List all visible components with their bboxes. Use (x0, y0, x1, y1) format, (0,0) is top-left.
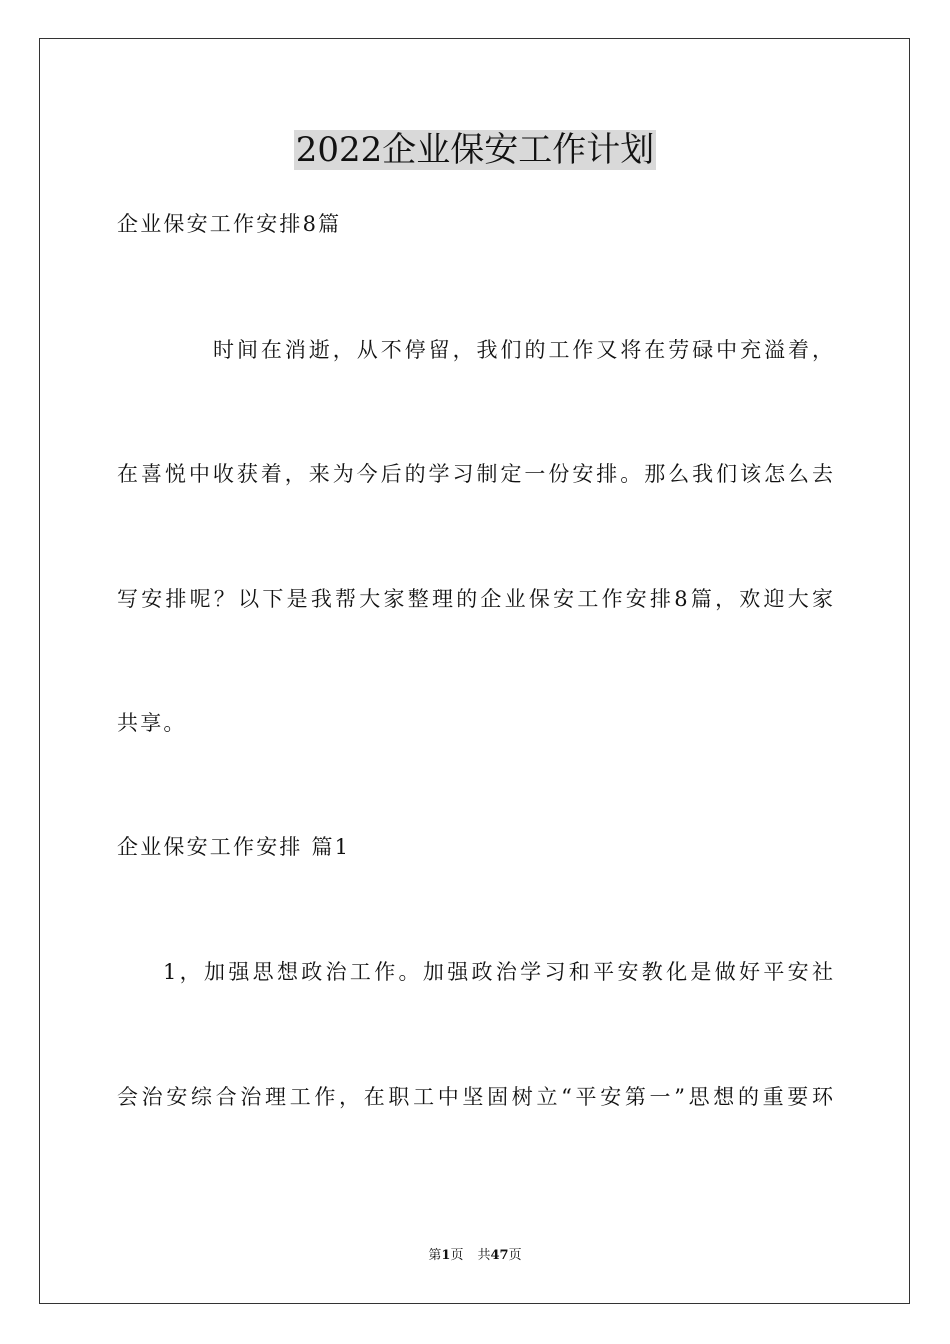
intro-line-2: 在喜悦中收获着，来为今后的学习制定一份安排。那么我们该怎么去 (117, 462, 833, 486)
footer-page-current: 1 (441, 1248, 451, 1263)
footer-page-mid: 页 (450, 1248, 464, 1263)
footer-page-prefix: 第 (428, 1248, 442, 1263)
footer-total-prefix: 共 (477, 1248, 491, 1263)
footer-page-total: 47 (490, 1248, 509, 1263)
intro-line-4: 共享。 (117, 711, 187, 735)
document-title (0, 128, 950, 172)
section-heading: 企业保安工作安排 篇1 (117, 835, 351, 859)
page-footer (0, 1247, 950, 1265)
section-line-1: 1，加强思想政治工作。加强政治学习和平安教化是做好平安社 (163, 960, 833, 984)
footer-total-suffix: 页 (508, 1248, 522, 1263)
document-subtitle: 企业保安工作安排8篇 (117, 212, 342, 236)
intro-line-3: 写安排呢？以下是我帮大家整理的企业保安工作安排8篇，欢迎大家 (117, 587, 833, 611)
intro-line-1: 时间在消逝，从不停留，我们的工作又将在劳碌中充溢着， (213, 338, 833, 362)
section-line-2: 会治安综合治理工作，在职工中坚固树立“平安第一”思想的重要环 (117, 1085, 833, 1109)
document-title-text: 2022企业保安工作计划 (295, 130, 655, 170)
